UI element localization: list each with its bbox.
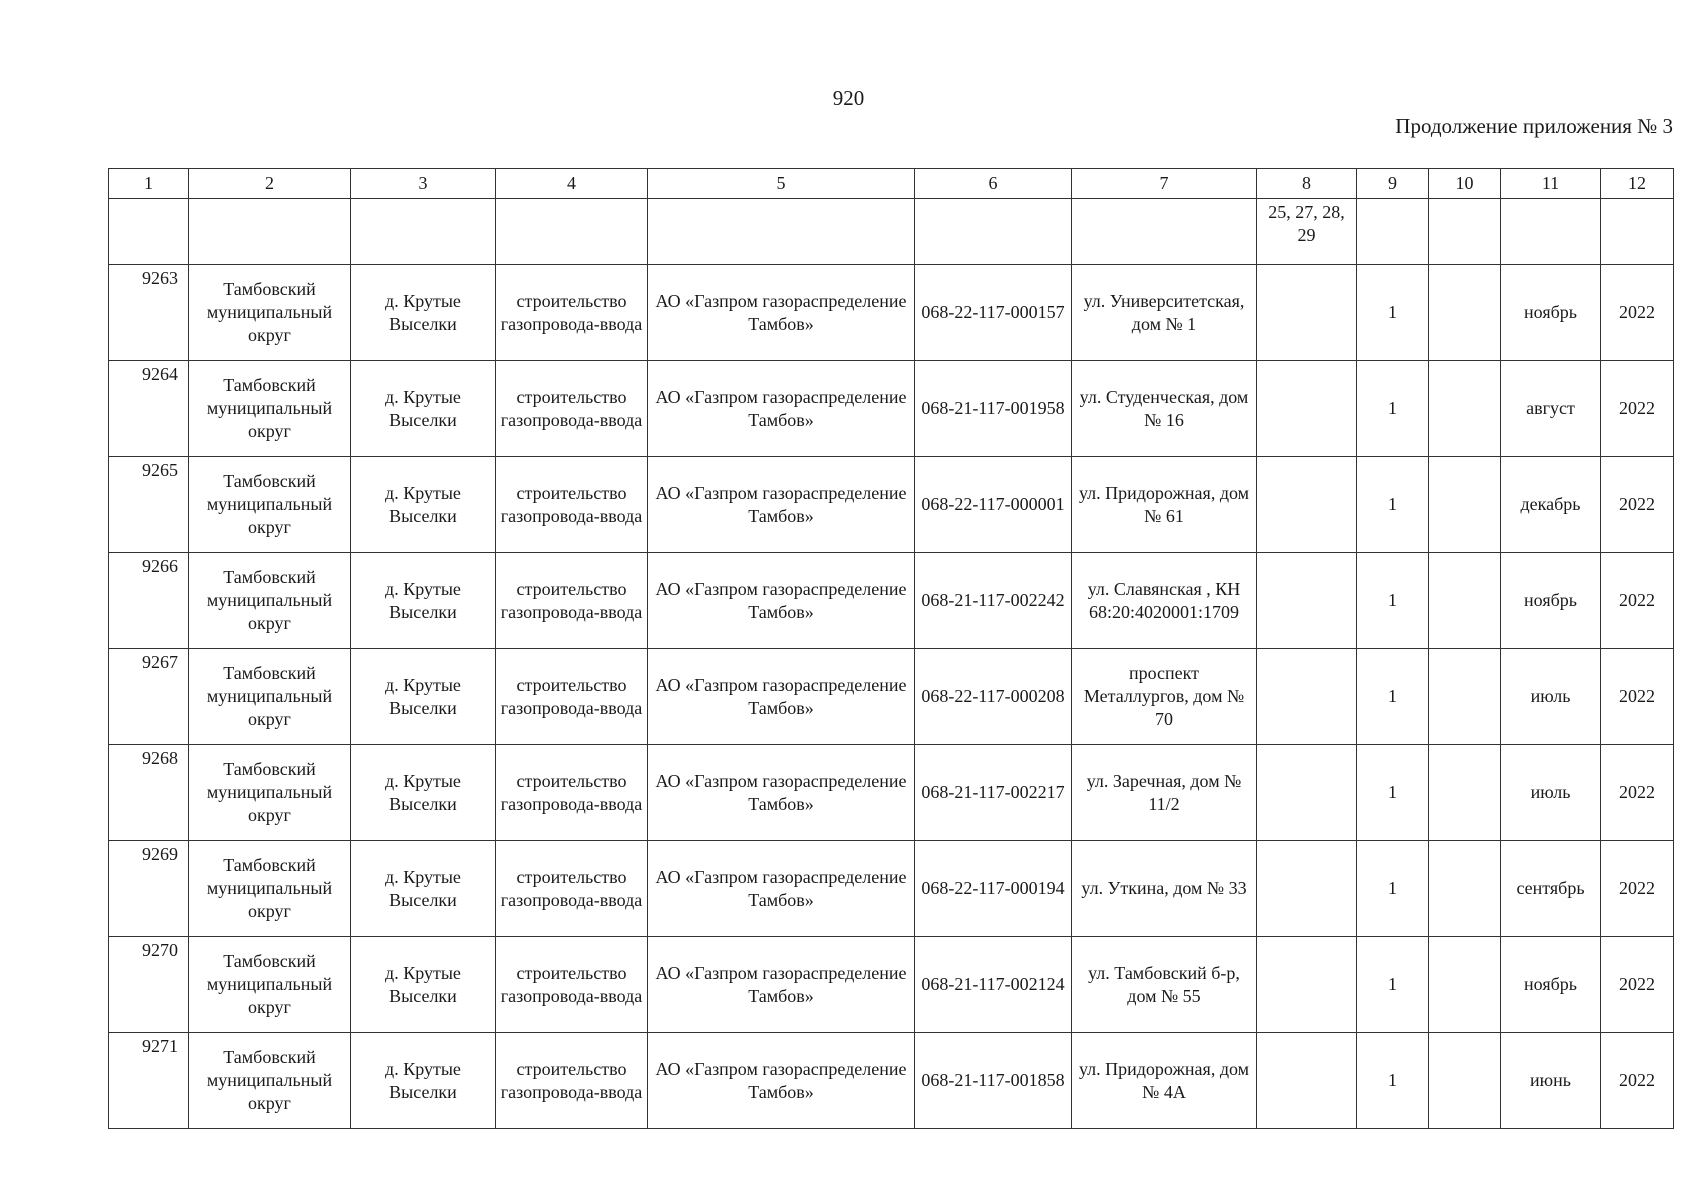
cell-work-type: строительство газопровода-ввода <box>496 553 648 649</box>
cell-quantity: 1 <box>1357 841 1429 937</box>
cell-year: 2022 <box>1601 745 1674 841</box>
cell-work-type: строительство газопровода-ввода <box>496 745 648 841</box>
cell-month: июнь <box>1501 1033 1601 1129</box>
table-row <box>109 265 1674 361</box>
cell-organization: АО «Газпром газораспределение Тамбов» <box>648 265 915 361</box>
cell-address: ул. Придорожная, дом № 4А <box>1072 1033 1257 1129</box>
table-cell <box>1072 199 1257 265</box>
table-cell <box>1601 199 1674 265</box>
cell-col8 <box>1257 1033 1357 1129</box>
table-cell <box>351 199 496 265</box>
cell-month: декабрь <box>1501 457 1601 553</box>
cell-settlement: д. Крутые Выселки <box>351 361 496 457</box>
cell-organization: АО «Газпром газораспределение Тамбов» <box>648 1033 915 1129</box>
cell-work-type: строительство газопровода-ввода <box>496 457 648 553</box>
cell-district: Тамбовский муниципальный округ <box>189 937 351 1033</box>
cell-col10 <box>1429 553 1501 649</box>
cell-year: 2022 <box>1601 1033 1674 1129</box>
cell-settlement: д. Крутые Выселки <box>351 1033 496 1129</box>
column-number: 6 <box>915 169 1072 199</box>
cell-col10 <box>1429 745 1501 841</box>
cell-organization: АО «Газпром газораспределение Тамбов» <box>648 937 915 1033</box>
cell-work-type: строительство газопровода-ввода <box>496 1033 648 1129</box>
table-cell <box>1501 199 1601 265</box>
table-row <box>109 361 1674 457</box>
column-number: 8 <box>1257 169 1357 199</box>
cell-quantity: 1 <box>1357 745 1429 841</box>
table-cell <box>189 199 351 265</box>
cell-year: 2022 <box>1601 553 1674 649</box>
cell-col10 <box>1429 265 1501 361</box>
cell-quantity: 1 <box>1357 937 1429 1033</box>
cell-month: ноябрь <box>1501 553 1601 649</box>
cell-work-type: строительство газопровода-ввода <box>496 649 648 745</box>
cell-month: август <box>1501 361 1601 457</box>
cell-id: 9268 <box>109 745 189 841</box>
cell-address: ул. Студенческая, дом № 16 <box>1072 361 1257 457</box>
cell-district: Тамбовский муниципальный округ <box>189 553 351 649</box>
cell-district: Тамбовский муниципальный округ <box>189 841 351 937</box>
column-number: 5 <box>648 169 915 199</box>
cell-year: 2022 <box>1601 649 1674 745</box>
cell-year: 2022 <box>1601 937 1674 1033</box>
cell-year: 2022 <box>1601 841 1674 937</box>
cell-code: 068-22-117-000194 <box>915 841 1072 937</box>
cell-year: 2022 <box>1601 361 1674 457</box>
registry-table <box>108 168 1674 1129</box>
cell-col10 <box>1429 649 1501 745</box>
cell-address: ул. Славянская , КН 68:20:4020001:1709 <box>1072 553 1257 649</box>
table-row <box>109 1033 1674 1129</box>
cell-code: 068-21-117-002217 <box>915 745 1072 841</box>
cell-settlement: д. Крутые Выселки <box>351 841 496 937</box>
cell-id: 9267 <box>109 649 189 745</box>
cell-col8 <box>1257 841 1357 937</box>
cell-quantity: 1 <box>1357 649 1429 745</box>
cell-id: 9270 <box>109 937 189 1033</box>
cell-quantity: 1 <box>1357 361 1429 457</box>
table-row <box>109 745 1674 841</box>
cell-id: 9269 <box>109 841 189 937</box>
cell-organization: АО «Газпром газораспределение Тамбов» <box>648 457 915 553</box>
cell-col8 <box>1257 937 1357 1033</box>
cell-code: 068-21-117-001958 <box>915 361 1072 457</box>
cell-district: Тамбовский муниципальный округ <box>189 361 351 457</box>
table-cell <box>109 199 189 265</box>
cell-address: ул. Университетская, дом № 1 <box>1072 265 1257 361</box>
cell-work-type: строительство газопровода-ввода <box>496 937 648 1033</box>
cell-quantity: 1 <box>1357 1033 1429 1129</box>
table-cell <box>915 199 1072 265</box>
cell-col10 <box>1429 457 1501 553</box>
cell-col8 <box>1257 265 1357 361</box>
cell-code: 068-21-117-002124 <box>915 937 1072 1033</box>
cell-settlement: д. Крутые Выселки <box>351 937 496 1033</box>
table-cell <box>496 199 648 265</box>
cell-col10 <box>1429 937 1501 1033</box>
cell-id: 9271 <box>109 1033 189 1129</box>
cell-district: Тамбовский муниципальный округ <box>189 649 351 745</box>
cell-district: Тамбовский муниципальный округ <box>189 1033 351 1129</box>
cell-address: ул. Заречная, дом № 11/2 <box>1072 745 1257 841</box>
cell-settlement: д. Крутые Выселки <box>351 745 496 841</box>
column-number: 9 <box>1357 169 1429 199</box>
cell-quantity: 1 <box>1357 457 1429 553</box>
table-row <box>109 841 1674 937</box>
column-number: 7 <box>1072 169 1257 199</box>
column-number: 2 <box>189 169 351 199</box>
column-number: 1 <box>109 169 189 199</box>
page-number: 920 <box>832 86 865 110</box>
cell-col8 <box>1257 361 1357 457</box>
cell-address: ул. Придорожная, дом № 61 <box>1072 457 1257 553</box>
table-row <box>109 553 1674 649</box>
cell-quantity: 1 <box>1357 553 1429 649</box>
table-body <box>109 169 1674 1129</box>
cell-organization: АО «Газпром газораспределение Тамбов» <box>648 745 915 841</box>
table-cell <box>648 199 915 265</box>
cell-organization: АО «Газпром газораспределение Тамбов» <box>648 361 915 457</box>
column-number-row <box>109 169 1674 199</box>
cell-id: 9265 <box>109 457 189 553</box>
cell-code: 068-21-117-001858 <box>915 1033 1072 1129</box>
cell-id: 9266 <box>109 553 189 649</box>
cell-address: ул. Уткина, дом № 33 <box>1072 841 1257 937</box>
cell-col8 <box>1257 553 1357 649</box>
table-row <box>109 649 1674 745</box>
cell-code: 068-22-117-000208 <box>915 649 1072 745</box>
cell-code: 068-22-117-000001 <box>915 457 1072 553</box>
cell-col10 <box>1429 361 1501 457</box>
cell-work-type: строительство газопровода-ввода <box>496 265 648 361</box>
cell-col8 <box>1257 457 1357 553</box>
cell-month: июль <box>1501 649 1601 745</box>
cell-id: 9264 <box>109 361 189 457</box>
cell-district: Тамбовский муниципальный округ <box>189 457 351 553</box>
cell-settlement: д. Крутые Выселки <box>351 265 496 361</box>
column-number: 4 <box>496 169 648 199</box>
table-cell-col8: 25, 27, 28, 29 <box>1257 199 1357 265</box>
cell-year: 2022 <box>1601 265 1674 361</box>
table-row <box>109 457 1674 553</box>
cell-settlement: д. Крутые Выселки <box>351 457 496 553</box>
cell-code: 068-22-117-000157 <box>915 265 1072 361</box>
cell-month: ноябрь <box>1501 937 1601 1033</box>
cell-work-type: строительство газопровода-ввода <box>496 361 648 457</box>
table-cell <box>1429 199 1501 265</box>
cell-organization: АО «Газпром газораспределение Тамбов» <box>648 649 915 745</box>
cell-col10 <box>1429 841 1501 937</box>
cell-district: Тамбовский муниципальный округ <box>189 265 351 361</box>
cell-settlement: д. Крутые Выселки <box>351 649 496 745</box>
appendix-continuation-note: Продолжение приложения № 3 <box>1395 114 1673 138</box>
column-number: 11 <box>1501 169 1601 199</box>
cell-col8 <box>1257 649 1357 745</box>
cell-month: сентябрь <box>1501 841 1601 937</box>
cell-col8 <box>1257 745 1357 841</box>
cell-address: ул. Тамбовский б-р, дом № 55 <box>1072 937 1257 1033</box>
cell-address: проспект Металлургов, дом № 70 <box>1072 649 1257 745</box>
column-number: 12 <box>1601 169 1674 199</box>
cell-year: 2022 <box>1601 457 1674 553</box>
cell-month: июль <box>1501 745 1601 841</box>
cell-district: Тамбовский муниципальный округ <box>189 745 351 841</box>
cell-col10 <box>1429 1033 1501 1129</box>
continuation-row <box>109 199 1674 265</box>
cell-organization: АО «Газпром газораспределение Тамбов» <box>648 841 915 937</box>
cell-settlement: д. Крутые Выселки <box>351 553 496 649</box>
cell-quantity: 1 <box>1357 265 1429 361</box>
column-number: 3 <box>351 169 496 199</box>
table-cell <box>1357 199 1429 265</box>
cell-id: 9263 <box>109 265 189 361</box>
cell-code: 068-21-117-002242 <box>915 553 1072 649</box>
column-number: 10 <box>1429 169 1501 199</box>
cell-month: ноябрь <box>1501 265 1601 361</box>
table-row <box>109 937 1674 1033</box>
cell-organization: АО «Газпром газораспределение Тамбов» <box>648 553 915 649</box>
cell-work-type: строительство газопровода-ввода <box>496 841 648 937</box>
